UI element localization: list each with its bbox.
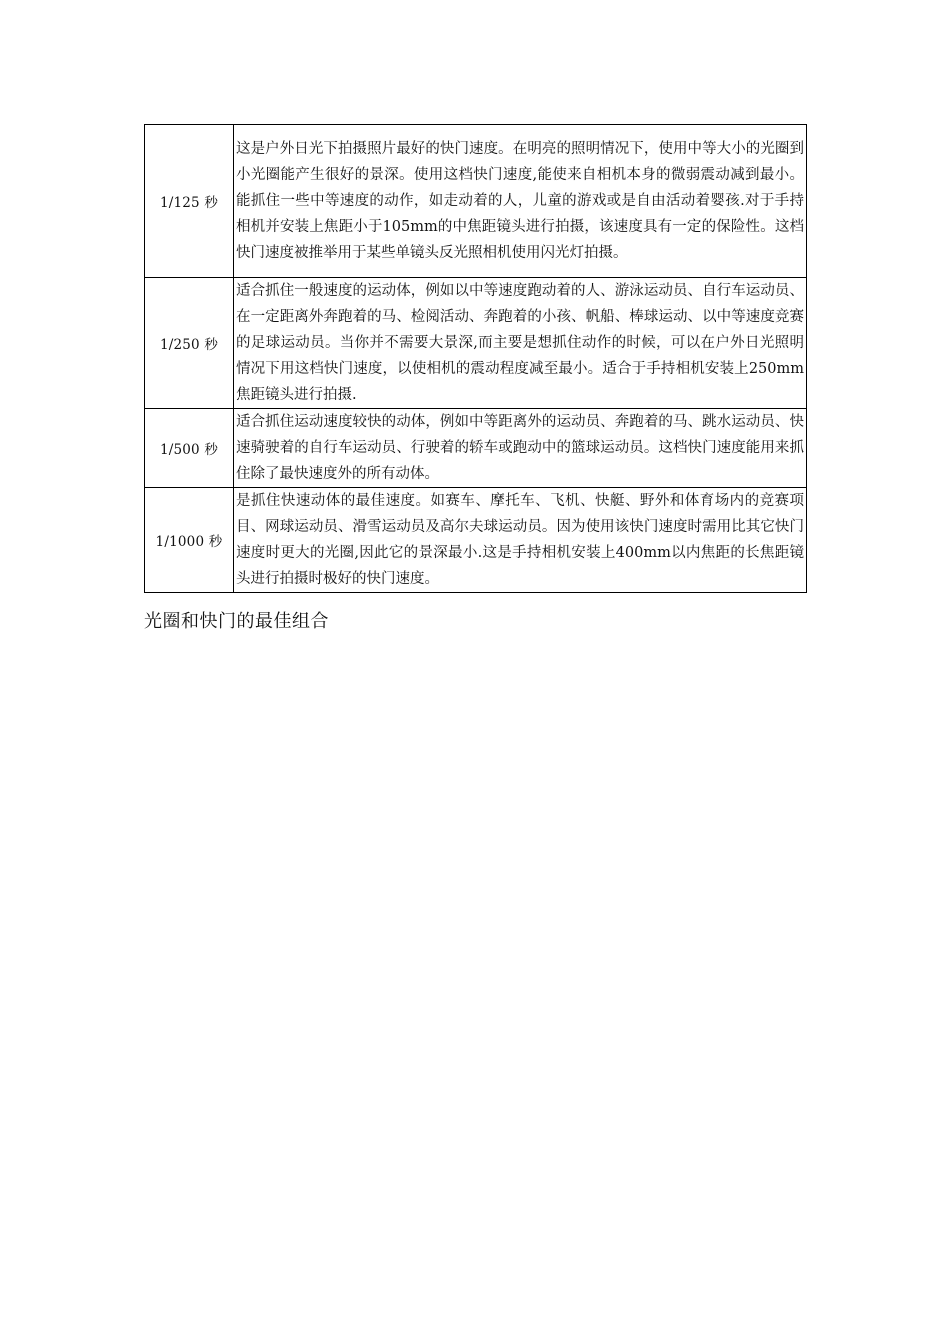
shutter-description-cell: 适合抓住运动速度较快的动体，例如中等距离外的运动员、奔跑着的马、跳水运动员、快速骑驶着的自行车运动员、行驶着的轿车或跑动中的篮球运动员。这档快门速度能用来抓住除了最快速度外的所有动体。 <box>234 409 807 488</box>
table-row <box>145 278 807 409</box>
table-row <box>145 409 807 488</box>
shutter-description-cell: 是抓住快速动体的最佳速度。如赛车、摩托车、飞机、快艇、野外和体育场内的竞赛项目、网球运动员、滑雪运动员及高尔夫球运动员。因为使用该快门速度时需用比其它快门速度时更大的光圈,因此它的景深最小.这是手持相机安装上400mm以内焦距的长焦距镜头进行拍摄时极好的快门速度。 <box>234 488 807 593</box>
shutter-speed-cell: 1/250 秒 <box>145 278 234 409</box>
shutter-description-cell: 适合抓住一般速度的运动体，例如以中等速度跑动着的人、游泳运动员、自行车运动员、在一定距离外奔跑着的马、检阅活动、奔跑着的小孩、帆船、棒球运动、以中等速度竞赛的足球运动员。当你并不需要大景深,而主要是想抓住动作的时候，可以在户外日光照明情况下用这档快门速度，以使相机的震动程度减至最小。适合于手持相机安装上250mm焦距镜头进行拍摄. <box>234 278 807 409</box>
table-row <box>145 488 807 593</box>
section-heading: 光圈和快门的最佳组合 <box>144 611 329 632</box>
shutter-speed-cell: 1/500 秒 <box>145 409 234 488</box>
shutter-description-cell: 这是户外日光下拍摄照片最好的快门速度。在明亮的照明情况下，使用中等大小的光圈到小光圈能产生很好的景深。使用这档快门速度,能使来自相机本身的微弱震动减到最小。能抓住一些中等速度的动作，如走动着的人，儿童的游戏或是自由活动着婴孩.对于手持相机并安装上焦距小于105mm的中焦距镜头进行拍摄，该速度具有一定的保险性。这档快门速度被推举用于某些单镜头反光照相机使用闪光灯拍摄。 <box>234 125 807 278</box>
shutter-speed-cell: 1/125 秒 <box>145 125 234 278</box>
shutter-speed-cell: 1/1000 秒 <box>145 488 234 593</box>
table-row <box>145 125 807 278</box>
shutter-speed-table <box>144 124 807 593</box>
